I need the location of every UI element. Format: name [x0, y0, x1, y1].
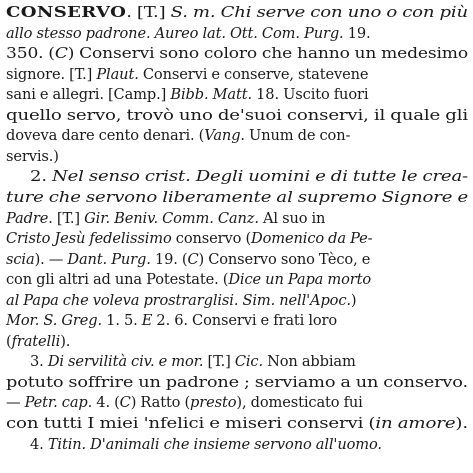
- entry-line: [6, 65, 368, 85]
- italic-text: al Papa che voleva prostrarglisi. Sim. nell'Apoc.: [6, 291, 351, 309]
- italic-text: C: [54, 45, 68, 63]
- text: 19. (: [150, 250, 188, 268]
- italic-text: Dant. Purg.: [67, 250, 151, 268]
- entry-line: [6, 147, 59, 167]
- text: potuto soffrire un padrone ; serviamo a un conservo.: [6, 373, 468, 391]
- italic-text: Cristo Jesù fedelissimo: [6, 230, 172, 248]
- italic-text: Plaut.: [96, 65, 139, 83]
- text: . [T.]: [48, 209, 85, 227]
- italic-text: ture che servono liberamente al supremo Signore e: [6, 188, 469, 206]
- text: ) Conservo sono Tèco, e: [198, 250, 371, 268]
- entry-line: [6, 291, 356, 311]
- italic-text: C: [187, 250, 199, 268]
- entry-line: [6, 414, 468, 434]
- text: 2.: [30, 168, 53, 186]
- entry-line: [6, 270, 371, 290]
- entry-line: [6, 106, 468, 126]
- italic-text: Padre: [6, 209, 49, 227]
- entry-line: [6, 3, 468, 23]
- italic-text: in amore: [375, 415, 456, 432]
- text: signore. [T.]: [6, 65, 97, 83]
- entry-line: [6, 209, 325, 229]
- text: 3.: [30, 353, 48, 371]
- entry-line: [6, 24, 371, 44]
- text: Al suo in: [258, 209, 326, 227]
- text: 18. Uscito fuori: [252, 86, 369, 104]
- italic-text: Titin. D'animali che insieme servono all'uomo.: [47, 435, 382, 453]
- text: sani e allegri. [Camp.]: [6, 86, 171, 104]
- italic-text: presto: [190, 394, 237, 412]
- entry-line: [6, 85, 368, 105]
- text: ). —: [34, 250, 68, 268]
- text: quello servo, trovò uno de'suoi conservi, il quale gli: [6, 106, 468, 124]
- italic-text: Petr. cap.: [24, 394, 93, 412]
- entry-line: [6, 311, 337, 331]
- italic-text: S. m. Chi serve con uno o con più: [170, 4, 468, 21]
- italic-text: Nel senso crist. Degli uomini e di tutte le crea-: [52, 168, 469, 186]
- text: Conservi e conserve, statevene: [138, 65, 369, 83]
- italic-text: E: [141, 312, 153, 330]
- italic-text: Dice un Papa morto: [228, 271, 372, 289]
- text: ).: [60, 332, 71, 350]
- entry-line: [30, 352, 356, 372]
- entry-line: [6, 373, 468, 393]
- italic-text: C: [119, 394, 131, 412]
- text: (: [6, 332, 12, 350]
- italic-text: Bibb. Matt.: [170, 86, 252, 104]
- headword: CONSERVO: [6, 4, 127, 21]
- italic-text: fratelli: [11, 332, 61, 350]
- italic-text: Cic.: [234, 353, 263, 371]
- text: 4. (: [92, 394, 120, 412]
- entry-line: [6, 250, 370, 270]
- text: —: [6, 394, 25, 412]
- entry-line: [6, 44, 468, 64]
- italic-text: Di servilità civ. e mor.: [47, 353, 204, 371]
- entry-line: [6, 188, 468, 208]
- entry-line: [30, 435, 382, 455]
- italic-text: allo stesso padrone. Aureo lat. Ott. Com. Purg.: [6, 24, 344, 42]
- text: . [T.]: [126, 4, 171, 21]
- text: 2. 6. Conservi e frati loro: [152, 312, 338, 330]
- italic-text: Domenico da Pe-: [251, 230, 373, 248]
- entry-line: [30, 167, 468, 187]
- text: ) Conservi sono coloro che hanno un medesimo: [67, 45, 468, 63]
- text: ) Ratto (: [130, 394, 191, 412]
- italic-text: Vang.: [204, 127, 245, 145]
- text: 350. (: [6, 45, 55, 63]
- entry-line: [6, 126, 350, 146]
- text: con tutti I miei 'nfelici e miseri conservi (: [6, 415, 376, 432]
- text: [T.]: [203, 353, 235, 371]
- entry-line: [6, 393, 363, 413]
- text: Non abbiam: [262, 353, 356, 371]
- text: 4.: [30, 435, 48, 453]
- text: conservo (: [171, 230, 252, 248]
- entry-line: [6, 229, 372, 249]
- text: Unum de con-: [244, 127, 351, 145]
- text: doveva dare cento denari. (: [6, 127, 205, 145]
- text: ): [350, 291, 357, 309]
- italic-text: Gir. Beniv. Comm. Canz.: [84, 209, 259, 227]
- italic-text: scia: [6, 250, 35, 268]
- text: con gli altri ad una Potestate. (: [6, 271, 229, 289]
- text: 19.: [343, 24, 371, 42]
- italic-text: Mor. S. Greg.: [6, 312, 103, 330]
- text: ), domesticato fui: [236, 394, 363, 412]
- entry-line: [6, 332, 70, 352]
- text: ).: [455, 415, 468, 432]
- text: servis.): [6, 147, 59, 165]
- text: 1. 5.: [102, 312, 142, 330]
